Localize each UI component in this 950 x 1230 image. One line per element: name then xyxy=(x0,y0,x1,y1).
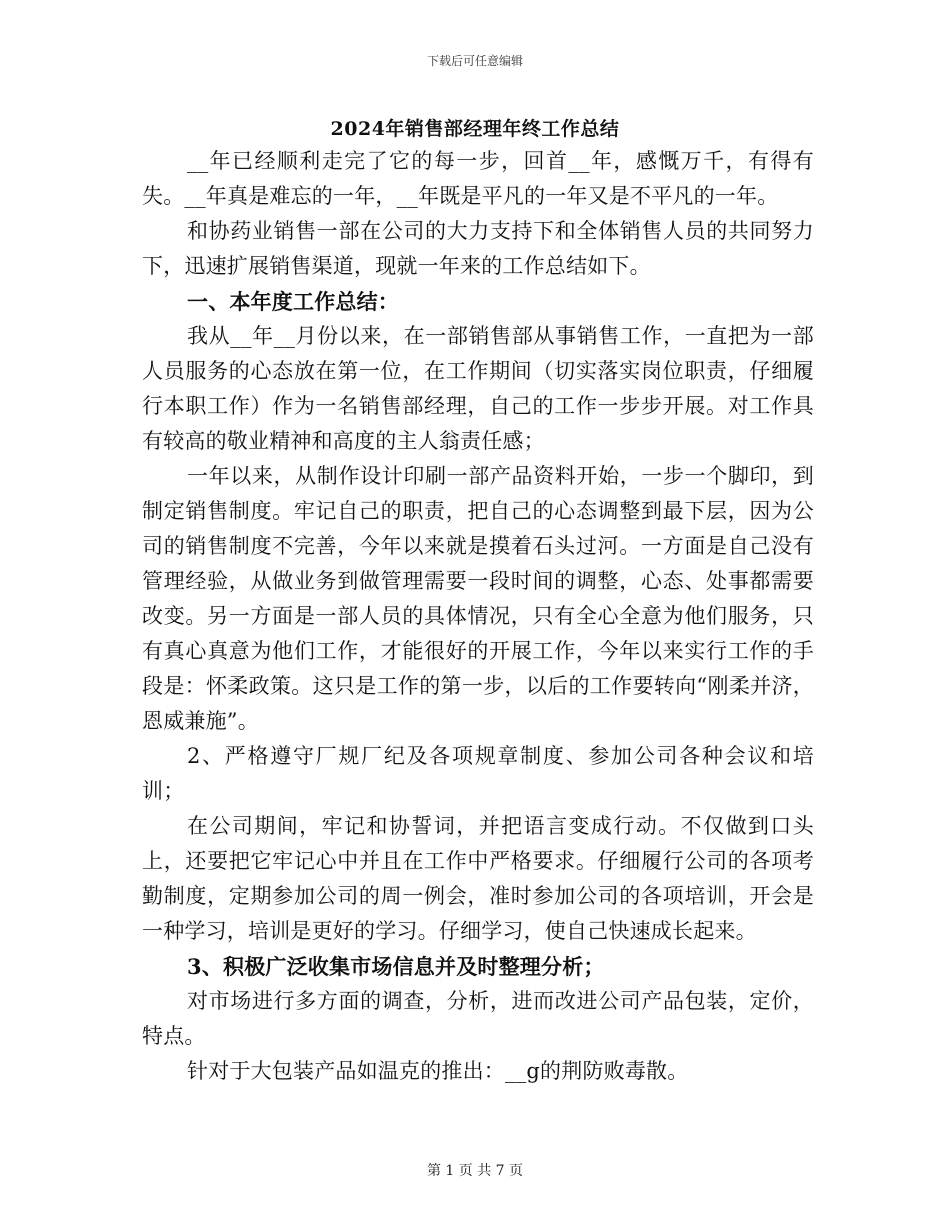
paragraph: 对市场进行多方面的调查，分析，进而改进公司产品包装，定价，特点。 xyxy=(142,989,814,1048)
page-header-note: 下载后可任意编辑 xyxy=(426,54,523,68)
paragraph: 2、严格遵守厂规厂纪及各项规章制度、参加公司各种会议和培训； xyxy=(142,744,814,803)
page-number: 第 1 页 共 7 页 xyxy=(426,1163,524,1179)
section-heading: 3、积极广泛收集市场信息并及时整理分析； xyxy=(187,954,605,979)
paragraph: 在公司期间，牢记和协誓词，并把语言变成行动。不仅做到口头上，还要把它牢记心中并且在工作中严格要求。仔细履行公司的各项考勤制度，定期参加公司的周一例会，准时参加公司的各项培训，开会是一种学习，培训是更好的学习。仔细学习，使自己快速成长起来。 xyxy=(142,814,814,943)
paragraph: __年已经顺利走完了它的每一步，回首__年，感慨万千，有得有失。__年真是难忘的一年，__年既是平凡的一年又是不平凡的一年。 xyxy=(142,149,814,208)
paragraph: 和协药业销售一部在公司的大力支持下和全体销售人员的共同努力下，迅速扩展销售渠道，现就一年来的工作总结如下。 xyxy=(142,219,814,278)
paragraph: 一年以来，从制作设计印刷一部产品资料开始，一步一个脚印，到制定销售制度。牢记自己的职责，把自己的心态调整到最下层，因为公司的销售制度不完善，今年以来就是摸着石头过河。一方面是自己没有管理经验，从做业务到做管理需要一段时间的调整，心态、处事都需要改变。另一方面是一部人员的具体情况，只有全心全意为他们服务，只有真心真意为他们工作，才能很好的开展工作，今年以来实行工作的手段是：怀柔政策。这只是工作的第一步，以后的工作要转向“刚柔并济，恩威兼施”。 xyxy=(142,464,814,733)
paragraph: 我从__年__月份以来，在一部销售部从事销售工作，一直把为一部人员服务的心态放在第一位，在工作期间（切实落实岗位职责，仔细履行本职工作）作为一名销售部经理，自己的工作一步步开展。对工作具有较高的敬业精神和高度的主人翁责任感； xyxy=(142,324,814,453)
section-heading: 一、本年度工作总结： xyxy=(187,289,399,314)
paragraph: 针对于大包装产品如温克的推出：__g的荆防败毒散。 xyxy=(187,1059,689,1083)
document-body xyxy=(142,144,814,1089)
document-title: 2024年销售部经理年终工作总结 xyxy=(330,118,620,140)
